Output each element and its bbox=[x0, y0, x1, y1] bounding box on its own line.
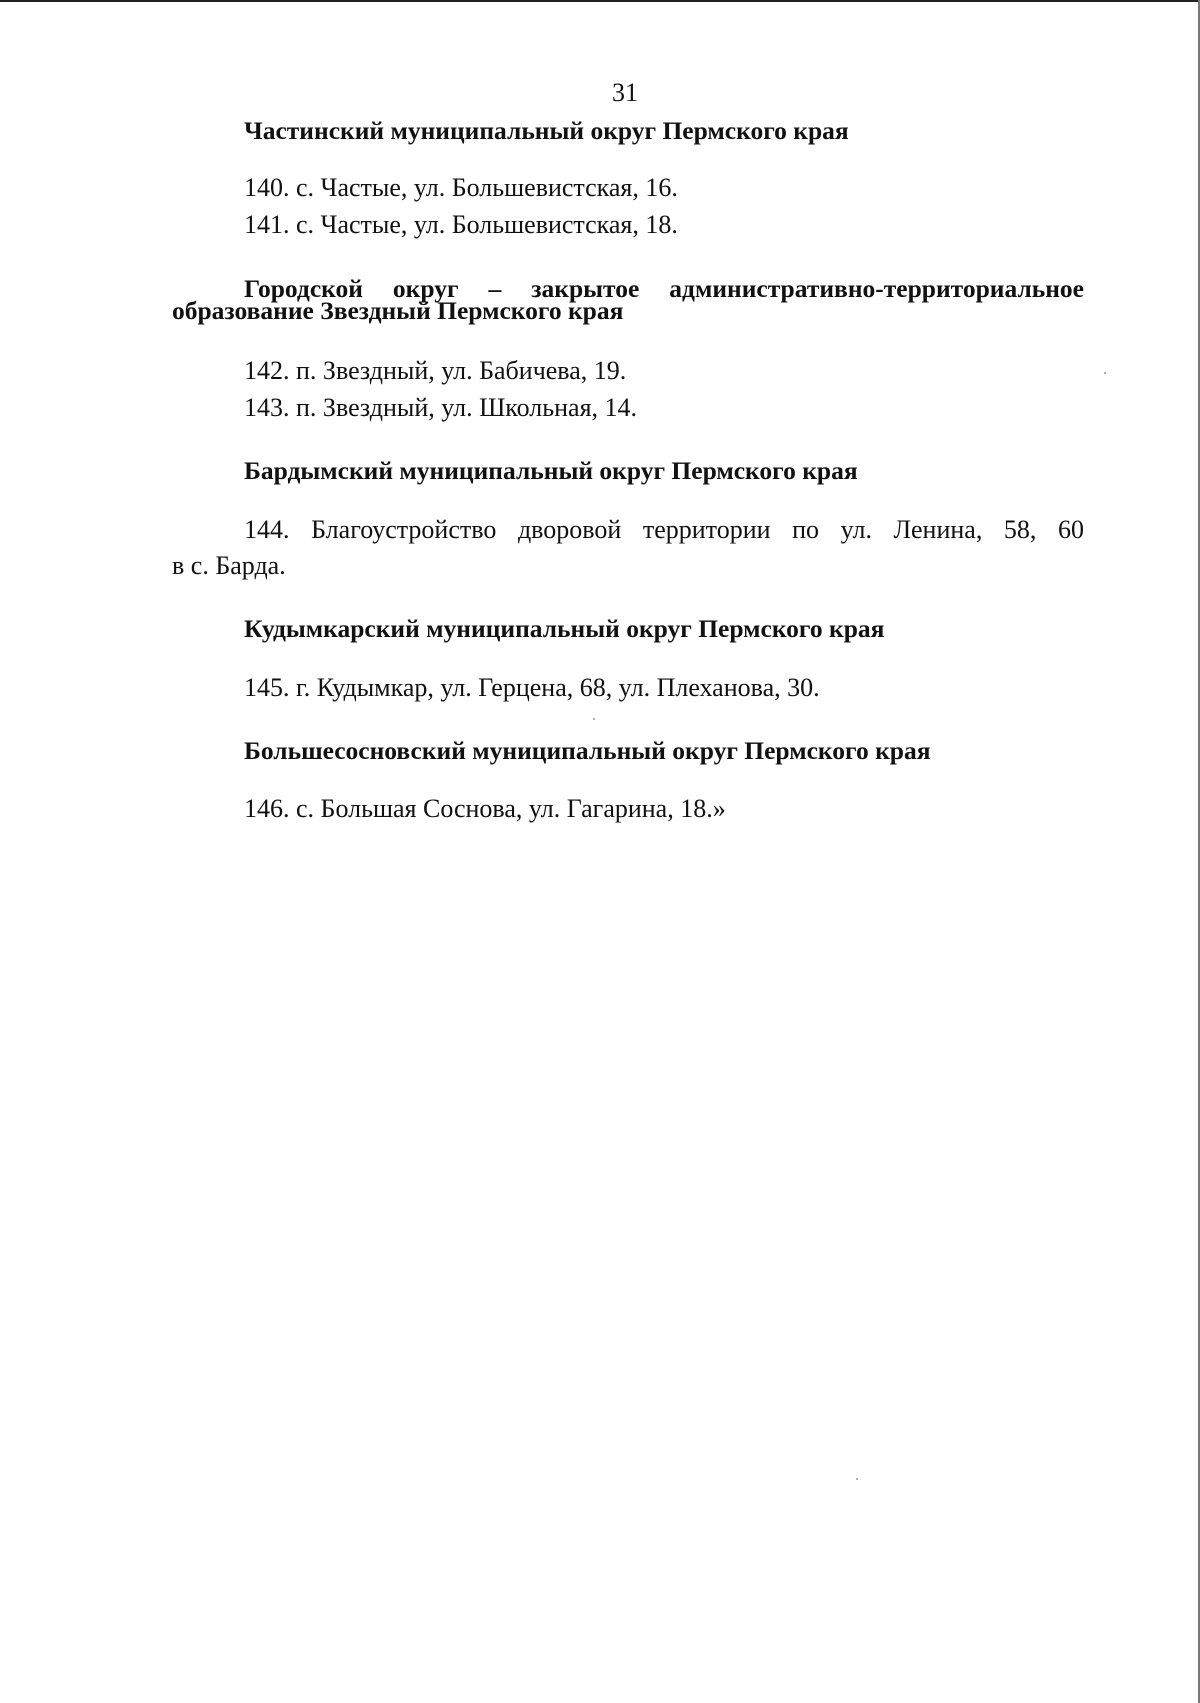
section-heading-chastinsky: Частинский муниципальный округ Пермского края bbox=[244, 116, 849, 145]
list-item: 140. с. Частые, ул. Большевистская, 16. bbox=[244, 173, 678, 202]
list-item: 145. г. Кудымкар, ул. Герцена, 68, ул. Плеханова, 30. bbox=[244, 673, 820, 702]
section-heading-line: образование Звездный Пермского края bbox=[172, 296, 624, 325]
scan-speck bbox=[1104, 372, 1106, 374]
list-item: 146. с. Большая Соснова, ул. Гагарина, 18.» bbox=[244, 794, 726, 823]
section-heading-line: Городской округ – закрытое административно-территориальное bbox=[244, 274, 1084, 303]
section-heading-zvezdny bbox=[172, 274, 1084, 325]
list-item: 142. п. Звездный, ул. Бабичева, 19. bbox=[244, 356, 627, 385]
list-item-line: в с. Барда. bbox=[172, 551, 286, 580]
section-heading-bolshesosnovsky: Большесосновский муниципальный округ Пермского края bbox=[244, 736, 931, 765]
list-item: 143. п. Звездный, ул. Школьная, 14. bbox=[244, 393, 638, 422]
scan-speck bbox=[856, 1478, 858, 1480]
list-item bbox=[172, 512, 1084, 584]
scan-speck bbox=[593, 718, 595, 720]
section-heading-kudymkarsky: Кудымкарский муниципальный округ Пермского края bbox=[244, 614, 885, 643]
list-item: 141. с. Частые, ул. Большевистская, 18. bbox=[244, 210, 678, 239]
page-number: 31 bbox=[612, 78, 638, 107]
section-heading-bardymsky: Бардымский муниципальный округ Пермского края bbox=[244, 456, 858, 485]
scan-top-edge bbox=[0, 0, 1200, 2]
list-item-line: 144. Благоустройство дворовой территории по ул. Ленина, 58, 60 bbox=[244, 515, 1084, 544]
